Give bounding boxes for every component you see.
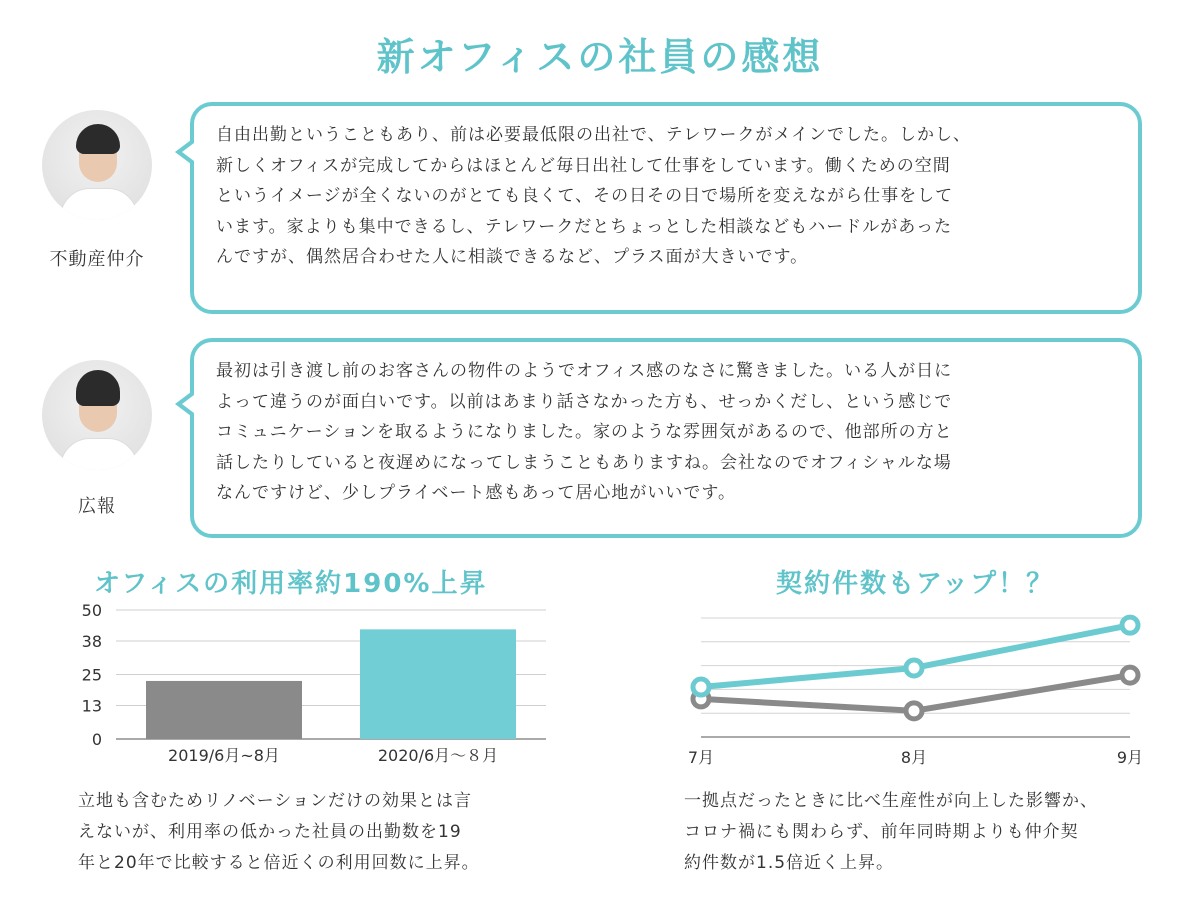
contracts-caption [684, 786, 1098, 879]
comment-line: 話したりしていると夜遅めになってしまうこともありますね。会社なのでオフィシャルな場 [216, 452, 952, 473]
bar [146, 681, 302, 739]
usage-rate-title: オフィスの利用率約190%上昇 [94, 569, 488, 599]
page-title: 新オフィスの社員の感想 [376, 35, 824, 79]
usage-caption [78, 786, 480, 879]
comment-line: んですが、偶然居合わせた人に相談できるなど、プラス面が大きいです。 [216, 247, 809, 267]
avatar-realestate [42, 110, 152, 220]
comment-line: 新しくオフィスが完成してからはほとんど毎日出社して仕事をしています。働くための空間 [216, 155, 951, 176]
caption-line: コロナ禍にも関わらず、前年同時期よりも仲介契 [684, 822, 1079, 842]
caption-line: えないが、利用率の低かった社員の出勤数を19 [78, 822, 462, 842]
comment-line: 最初は引き渡し前のお客さんの物件のようでオフィス感のなさに驚きました。いる人が日に [216, 361, 953, 381]
comment-line: 自由出勤ということもあり、前は必要最低限の出社で、テレワークがメインでした。しかし、 [216, 125, 971, 145]
comment-line: なんですけど、少しプライベート感もあって居心地がいいです。 [216, 483, 736, 503]
data-point [1122, 667, 1138, 683]
x-tick-label: 2019/6月~8月 [168, 746, 280, 765]
caption-line: 一拠点だったときに比べ生産性が向上した影響か、 [684, 791, 1098, 811]
data-point [1122, 617, 1138, 633]
caption-line: 約件数が1.5倍近く上昇。 [684, 853, 895, 873]
y-tick-label: 0 [91, 730, 102, 749]
speech-bubble-realestate [190, 102, 1142, 314]
data-point [906, 660, 922, 676]
speech-bubble-pr [190, 338, 1142, 538]
x-tick-label: 8月 [900, 748, 928, 767]
data-point [693, 679, 709, 695]
y-tick-label: 50 [81, 601, 102, 620]
x-tick-label: 9月 [1116, 748, 1144, 767]
comment-line: というイメージが全くないのがとても良くて、その日その日で場所を変えながら仕事をして [216, 186, 954, 206]
y-tick-label: 25 [81, 665, 102, 685]
comment-line: います。家よりも集中できるし、テレワークだとちょっとした相談などもハードルがあった [216, 216, 953, 237]
avatar-pr [42, 360, 152, 470]
data-point [906, 703, 922, 719]
caption-line: 立地も含むためリノベーションだけの効果とは言 [78, 791, 472, 811]
x-tick-label: 7月 [687, 748, 715, 767]
bar [360, 629, 516, 739]
usage-bar-chart [60, 600, 560, 765]
comment-line: よって違うのが面白いです。以前はあまり話さなかった方も、せっかくだし、という感じで [216, 391, 953, 412]
comment-line: コミュニケーションを取るようになりました。家のような雰囲気があるので、他部所の方と [216, 422, 953, 442]
role-label-pr: 広報 [78, 496, 116, 517]
contracts-title: 契約件数もアップ！？ [776, 569, 1055, 599]
caption-line: 年と20年で比較すると倍近くの利用回数に上昇。 [78, 853, 480, 873]
role-label-realestate: 不動産仲介 [49, 249, 145, 270]
x-tick-label: 2020/6月～８月 [377, 746, 499, 765]
y-tick-label: 38 [81, 631, 102, 651]
y-tick-label: 13 [81, 696, 102, 716]
contracts-line-chart [670, 600, 1150, 770]
